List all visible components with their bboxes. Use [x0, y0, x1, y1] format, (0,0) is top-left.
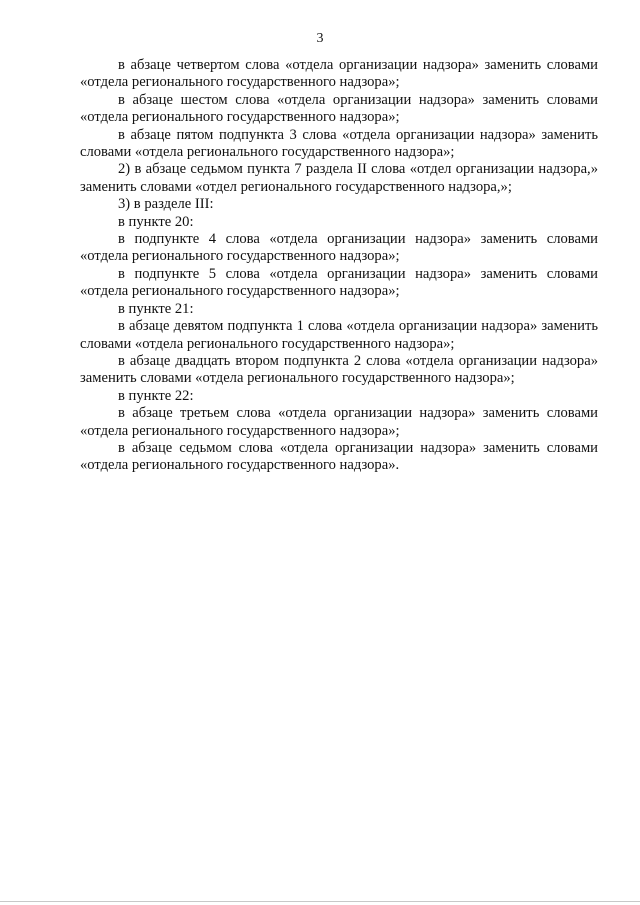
- page-number: 3: [316, 31, 324, 46]
- paragraph: 2) в абзаце седьмом пункта 7 раздела II слова «отдел организации надзора,» заменить словами «отдел регионального государственного надзора,»;: [80, 161, 598, 195]
- paragraph: в пункте 21:: [118, 300, 194, 317]
- paragraph: в абзаце пятом подпункта 3 слова «отдела организации надзора» заменить словами «отдела регионального государственного надзора»;: [80, 126, 598, 161]
- paragraph: в подпункте 5 слова «отдела организации надзора» заменить словами «отдела регионального государственного надзора»;: [80, 265, 598, 300]
- paragraph: в подпункте 4 слова «отдела организации надзора» заменить словами «отдела регионального государственного надзора»;: [80, 231, 598, 265]
- paragraph: в абзаце третьем слова «отдела организации надзора» заменить словами «отдела регионального государственного надзора»;: [80, 405, 598, 439]
- paragraph: в пункте 20:: [118, 213, 194, 230]
- paragraph: в абзаце шестом слова «отдела организации надзора» заменить словами «отдела регионального государственного надзора»;: [80, 91, 598, 126]
- scan-bottom-edge: [0, 901, 640, 902]
- paragraph: в пункте 22:: [118, 387, 194, 404]
- paragraph: в абзаце девятом подпункта 1 слова «отдела организации надзора» заменить словами «отдела регионального государственного надзора»;: [80, 318, 598, 352]
- paragraph: в абзаце двадцать втором подпункта 2 слова «отдела организации надзора» заменить словами «отдела регионального государственного надзора»;: [80, 352, 598, 387]
- paragraph: в абзаце седьмом слова «отдела организации надзора» заменить словами «отдела регионального государственного надзора».: [80, 439, 598, 474]
- document-body: [80, 57, 598, 475]
- paragraph: 3) в разделе III:: [118, 196, 214, 213]
- paragraph: в абзаце четвертом слова «отдела организации надзора» заменить словами «отдела регионального государственного надзора»;: [80, 57, 598, 91]
